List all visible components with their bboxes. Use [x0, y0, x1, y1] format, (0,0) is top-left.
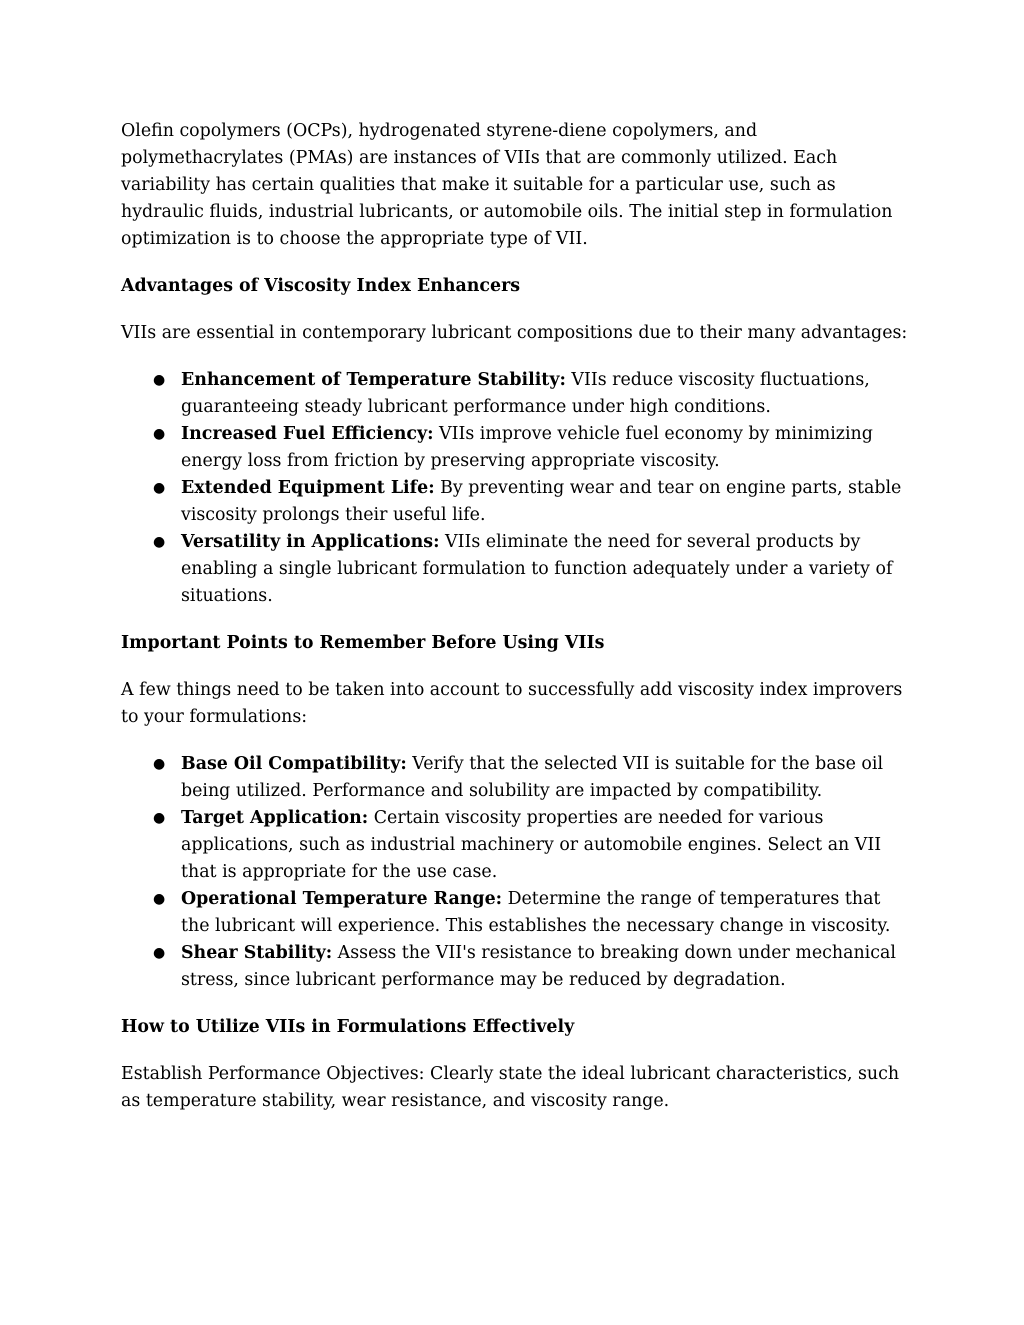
document-page [121, 118, 911, 1135]
list-item-term: Operational Temperature Range: [181, 889, 503, 909]
list-item-text: Assess the VII's resistance to breaking down under mechanical stress, since lubricant performance may be reduced by degradation. [181, 943, 896, 990]
list-item-term: Versatility in Applications: [181, 532, 440, 552]
list-item-text: VIIs improve vehicle fuel economy by minimizing energy loss from friction by preserving appropriate viscosity. [181, 424, 873, 471]
bullet-icon: ● [153, 810, 166, 826]
list-item-term: Shear Stability: [181, 943, 333, 963]
list-item-term: Extended Equipment Life: [181, 478, 435, 498]
advantages-lead: VIIs are essential in contemporary lubricant compositions due to their many advantages: [121, 323, 908, 343]
list-item-text: VIIs eliminate the need for several products by enabling a single lubricant formulation to function adequately under a variety of situations. [181, 532, 893, 606]
list-item-text: Determine the range of temperatures that the lubricant will experience. This establishes the necessary change in viscosity. [181, 889, 891, 936]
bullet-icon: ● [153, 426, 166, 442]
intro-paragraph: Olefin copolymers (OCPs), hydrogenated styrene-diene copolymers, and polymethacrylates (PMAs) are instances of VIIs that are commonly utilized. Each variability has certain qualities that make it suitable for a particular use, such as hydraulic fluids, industrial lubricants, or automobile oils. The initial step in formulation optimization is to choose the appropriate type of VII. [121, 121, 893, 249]
advantages-list [121, 367, 911, 610]
bullet-icon: ● [153, 945, 166, 961]
section-heading-advantages: Advantages of Viscosity Index Enhancers [121, 276, 521, 296]
bullet-icon: ● [153, 372, 166, 388]
bullet-icon: ● [153, 534, 166, 550]
list-item [121, 475, 911, 529]
important-points-list [121, 751, 911, 994]
list-item [121, 529, 911, 610]
list-item [121, 886, 911, 940]
list-item-term: Enhancement of Temperature Stability: [181, 370, 566, 390]
list-item-text: By preventing wear and tear on engine parts, stable viscosity prolongs their useful life. [181, 478, 902, 525]
list-item-term: Base Oil Compatibility: [181, 754, 407, 774]
utilize-paragraph: Establish Performance Objectives: Clearly state the ideal lubricant characteristics, such as temperature stability, wear resistance, and viscosity range. [121, 1064, 900, 1111]
list-item-text: Certain viscosity properties are needed for various applications, such as industrial machinery or automobile engines. Select an VII that is appropriate for the use case. [181, 808, 882, 882]
list-item [121, 940, 911, 994]
bullet-icon: ● [153, 480, 166, 496]
section-heading-important-points: Important Points to Remember Before Using VIIs [121, 633, 605, 653]
important-points-lead: A few things need to be taken into account to successfully add viscosity index improvers to your formulations: [121, 680, 903, 727]
list-item-term: Target Application: [181, 808, 369, 828]
list-item [121, 805, 911, 886]
list-item [121, 367, 911, 421]
bullet-icon: ● [153, 756, 166, 772]
list-item [121, 751, 911, 805]
list-item-text: VIIs reduce viscosity fluctuations, guaranteeing steady lubricant performance under high conditions. [181, 370, 870, 417]
bullet-icon: ● [153, 891, 166, 907]
list-item-term: Increased Fuel Efficiency: [181, 424, 434, 444]
list-item-text: Verify that the selected VII is suitable for the base oil being utilized. Performance and solubility are impacted by compatibility. [181, 754, 884, 801]
list-item [121, 421, 911, 475]
section-heading-utilize: How to Utilize VIIs in Formulations Effectively [121, 1017, 575, 1037]
